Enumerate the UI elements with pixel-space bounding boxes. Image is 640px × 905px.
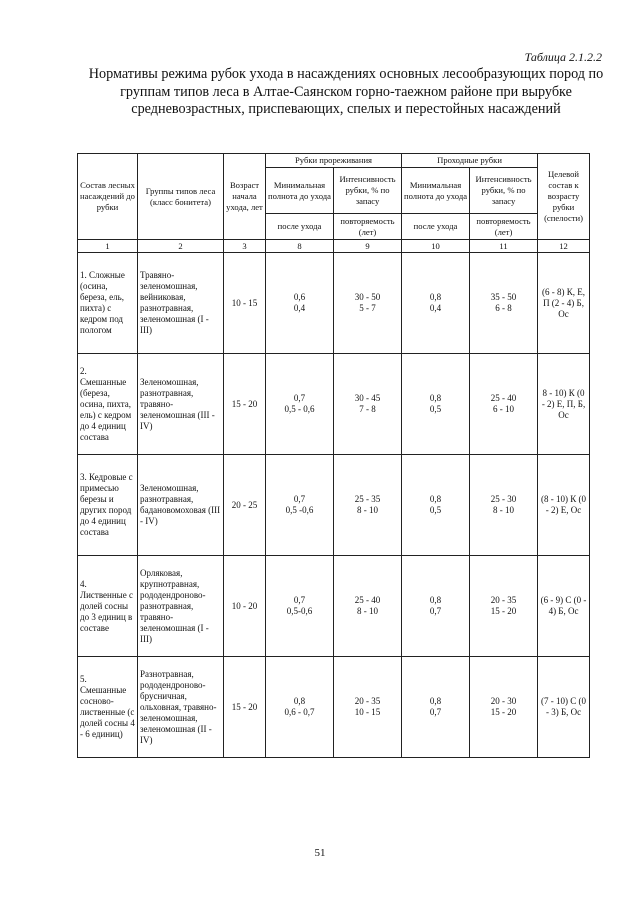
cell-min-density (266, 556, 334, 657)
cell-min-density-2-value: 0,7 (429, 707, 442, 717)
cell-min-density-value: 0,4 (293, 303, 306, 313)
cell-target-value: (6 - 9) С (0 - 4) Б, Ос (540, 595, 587, 616)
cell-composition-value: 3. Кедровые с примесью березы и других пород до 4 единиц состава (80, 472, 133, 537)
col-number: 12 (538, 240, 590, 253)
cell-intensity-2 (470, 657, 538, 758)
cell-intensity-value: 7 - 8 (359, 404, 376, 414)
norms-table (77, 153, 590, 758)
cell-intensity-value: 30 - 50 (354, 292, 381, 302)
header-groups: Группы типов леса (класс бонитета) (138, 154, 224, 240)
table-row (78, 253, 590, 354)
cell-min-density (266, 354, 334, 455)
cell-composition-value: 1. Сложные (осина, береза, ель, пихта) с кедром под пологом (80, 270, 125, 335)
cell-composition (78, 657, 138, 758)
page-title: Нормативы режима рубок ухода в насаждениях основных лесообразующих пород по группам типов леса в Алтае-Саянском горно-таежном районе при вырубке средневозрастных, приспевающих, спелых и перестойных насаждений (88, 66, 604, 117)
header-thinning: Рубки прореживания (266, 154, 402, 168)
table-row (78, 455, 590, 556)
cell-min-density-2-value: 0,5 (429, 505, 442, 515)
cell-age (224, 657, 266, 758)
cell-intensity-2-value: 8 - 10 (493, 505, 515, 515)
cell-groups (138, 253, 224, 354)
cell-groups-value: Травяно-зеленомошная, вейниковая, разнотравная, зеленомошная (I - III) (140, 270, 209, 335)
cell-target-value: (6 - 8) К, Е, П (2 - 4) Б, Ос (542, 286, 586, 319)
cell-intensity-2-value: 20 - 30 (490, 696, 517, 706)
table-row (78, 657, 590, 758)
cell-composition-value: 2. Смешанные (береза, осина, пихта, ель) с кедром до 4 единиц состава (80, 365, 132, 442)
col-number: 9 (334, 240, 402, 253)
header-min-density-2: Минимальная полнота до ухода (402, 168, 470, 214)
cell-age (224, 455, 266, 556)
cell-groups (138, 354, 224, 455)
cell-target-value: 8 - 10) К (0 - 2) Е, П, Б, Ос (541, 387, 586, 420)
col-number: 1 (78, 240, 138, 253)
cell-groups-value: Разнотравная, рододендроново-брусничная, ольховная, травяно-зеленомошная, зеленомошная (II - IV) (140, 668, 217, 745)
header-repeat: повторяемость (лет) (334, 214, 402, 240)
cell-min-density-2-value: 0,8 (429, 393, 442, 403)
cell-groups (138, 657, 224, 758)
header-after-2: после ухода (402, 214, 470, 240)
cell-min-density-value: 0,5 - 0,6 (284, 404, 315, 414)
cell-min-density-2 (402, 455, 470, 556)
cell-intensity-value: 10 - 15 (354, 707, 381, 717)
header-after: после ухода (266, 214, 334, 240)
cell-min-density-value: 0,8 (293, 696, 306, 706)
cell-min-density-2 (402, 253, 470, 354)
cell-age-value: 15 - 20 (231, 398, 258, 409)
cell-target (538, 556, 590, 657)
cell-intensity (334, 354, 402, 455)
col-number: 11 (470, 240, 538, 253)
cell-min-density-value: 0,5 -0,6 (285, 505, 314, 515)
cell-intensity (334, 556, 402, 657)
cell-min-density-2-value: 0,8 (429, 494, 442, 504)
cell-groups (138, 556, 224, 657)
cell-min-density (266, 253, 334, 354)
cell-intensity-2-value: 15 - 20 (490, 707, 517, 717)
cell-composition-value: 5. Смешанные сосново-лиственные (с долей сосны 4 - 6 единиц) (80, 674, 135, 739)
table-label: Таблица 2.1.2.2 (524, 50, 602, 64)
cell-age (224, 253, 266, 354)
cell-intensity-value: 20 - 35 (354, 696, 381, 706)
col-number: 8 (266, 240, 334, 253)
cell-min-density-2-value: 0,4 (429, 303, 442, 313)
page-number: 51 (314, 847, 326, 859)
cell-intensity (334, 455, 402, 556)
cell-target-value: (8 - 10) К (0 - 2) Е, Ос (541, 494, 587, 515)
col-number: 2 (138, 240, 224, 253)
cell-intensity-2-value: 15 - 20 (490, 606, 517, 616)
cell-min-density-2-value: 0,8 (429, 696, 442, 706)
cell-age-value: 20 - 25 (231, 499, 258, 510)
cell-intensity-2 (470, 556, 538, 657)
cell-age-value: 10 - 20 (231, 600, 258, 611)
cell-min-density-value: 0,7 (293, 595, 306, 605)
cell-intensity (334, 253, 402, 354)
cell-groups-value: Орляковая, крупнотравная, рододендроново-разнотравная, травяно-зеленомошная (I - III) (140, 567, 209, 644)
cell-min-density (266, 455, 334, 556)
cell-composition (78, 455, 138, 556)
cell-intensity-value: 5 - 7 (359, 303, 376, 313)
cell-age (224, 354, 266, 455)
cell-target (538, 455, 590, 556)
cell-min-density-2-value: 0,8 (429, 292, 442, 302)
cell-intensity-2-value: 35 - 50 (490, 292, 517, 302)
cell-age-value: 10 - 15 (231, 297, 258, 308)
cell-min-density-value: 0,7 (293, 494, 306, 504)
header-composition: Состав лесных насаждений до рубки (78, 154, 138, 240)
cell-min-density-2 (402, 556, 470, 657)
cell-target-value: (7 - 10) С (0 - 3) Б, Ос (541, 696, 587, 717)
cell-intensity-2-value: 6 - 8 (495, 303, 512, 313)
cell-min-density-value: 0,6 - 0,7 (284, 707, 315, 717)
cell-intensity (334, 657, 402, 758)
cell-intensity-2-value: 20 - 35 (490, 595, 517, 605)
cell-composition (78, 556, 138, 657)
header-intensity: Интенсивность рубки, % по запасу (334, 168, 402, 214)
cell-intensity-2 (470, 354, 538, 455)
cell-intensity-2 (470, 253, 538, 354)
cell-groups-value: Зеленомошная, разнотравная, травяно-зеленомошная (III - IV) (140, 376, 215, 431)
cell-age-value: 15 - 20 (231, 701, 258, 712)
table-row (78, 556, 590, 657)
cell-intensity-2 (470, 455, 538, 556)
cell-intensity-value: 8 - 10 (357, 505, 378, 515)
cell-groups (138, 455, 224, 556)
table-row (78, 354, 590, 455)
cell-min-density (266, 657, 334, 758)
cell-target (538, 657, 590, 758)
cell-min-density-2-value: 0,5 (429, 404, 442, 414)
col-number: 3 (224, 240, 266, 253)
cell-intensity-2-value: 6 - 10 (493, 404, 515, 414)
cell-composition (78, 253, 138, 354)
cell-intensity-2-value: 25 - 30 (490, 494, 517, 504)
header-intensity-2: Интенсивность рубки, % по запасу (470, 168, 538, 214)
cell-intensity-value: 8 - 10 (357, 606, 378, 616)
col-number: 10 (402, 240, 470, 253)
cell-min-density-value: 0,7 (293, 393, 306, 403)
cell-intensity-value: 25 - 40 (354, 595, 381, 605)
cell-min-density-value: 0,5-0,6 (286, 606, 313, 616)
cell-min-density-2 (402, 354, 470, 455)
cell-composition-value: 4. Лиственные с долей сосны до 3 единиц в составе (80, 578, 133, 633)
cell-min-density-2-value: 0,8 (429, 595, 442, 605)
cell-intensity-2-value: 25 - 40 (490, 393, 517, 403)
cell-target (538, 354, 590, 455)
cell-intensity-value: 25 - 35 (354, 494, 381, 504)
cell-min-density-2 (402, 657, 470, 758)
header-passage: Проходные рубки (402, 154, 538, 168)
cell-groups-value: Зеленомошная, разнотравная, бадановомоховая (III - IV) (140, 483, 221, 526)
cell-composition (78, 354, 138, 455)
cell-intensity-value: 30 - 45 (354, 393, 381, 403)
cell-age (224, 556, 266, 657)
cell-min-density-2-value: 0,7 (429, 606, 442, 616)
header-age: Возраст начала ухода, лет (224, 154, 266, 240)
header-repeat-2: повторяемость (лет) (470, 214, 538, 240)
cell-min-density-value: 0,6 (293, 292, 306, 302)
header-target: Целевой состав к возрасту рубки (спелости) (538, 154, 590, 240)
cell-target (538, 253, 590, 354)
header-min-density: Минимальная полнота до ухода (266, 168, 334, 214)
